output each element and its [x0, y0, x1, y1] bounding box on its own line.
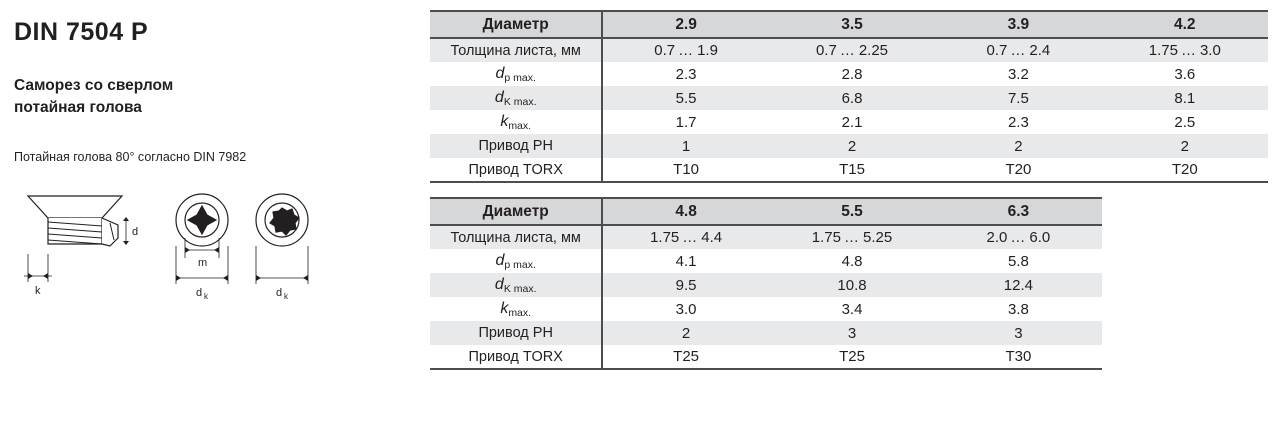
- row-label: Привод PH: [430, 134, 602, 158]
- cell: 5.8: [935, 249, 1101, 273]
- cell: 5.5: [602, 86, 768, 110]
- dim-label-k: k: [35, 284, 41, 297]
- row-label: Толщина листа, мм: [430, 225, 602, 249]
- row-label: $k_{max.}$: [430, 297, 602, 321]
- cell: 1.75 … 3.0: [1102, 38, 1268, 62]
- row-label: Привод PH: [430, 321, 602, 345]
- cell: 3.0: [602, 297, 768, 321]
- row-label: $d_{K max.}$: [430, 86, 602, 110]
- cell: 2: [769, 134, 935, 158]
- cell: 10.8: [769, 273, 935, 297]
- cell: 2.3: [935, 110, 1101, 134]
- row-label: Привод TORX: [430, 345, 602, 369]
- cell: [1102, 297, 1268, 321]
- cell: T15: [769, 158, 935, 182]
- row-label: Толщина листа, мм: [430, 38, 602, 62]
- cell: [1102, 273, 1268, 297]
- cell: [1102, 225, 1268, 249]
- cell: [1102, 345, 1268, 369]
- screw-drawing-svg: [14, 178, 414, 308]
- table-row: [430, 345, 1268, 369]
- table-row: [430, 134, 1268, 158]
- dim-label-dk-1-sub: k: [204, 291, 208, 301]
- dim-label-m: m: [198, 256, 208, 269]
- cell: 4.1: [602, 249, 768, 273]
- header-diameter-4: [1102, 198, 1268, 225]
- cell: 6.8: [769, 86, 935, 110]
- screw-drawing: [14, 178, 414, 308]
- cell: 2.0 … 6.0: [935, 225, 1101, 249]
- table-row: [430, 321, 1268, 345]
- cell: T20: [1102, 158, 1268, 182]
- header-diameter-2: 5.5: [769, 198, 935, 225]
- cell: 2: [935, 134, 1101, 158]
- cell: 3: [769, 321, 935, 345]
- header-diameter-4: 4.2: [1102, 11, 1268, 38]
- dim-label-dk-1: d: [196, 286, 203, 299]
- cell: 0.7 … 2.4: [935, 38, 1101, 62]
- cell: 3.4: [769, 297, 935, 321]
- cell: 3.8: [935, 297, 1101, 321]
- standard-note: Потайная голова 80° согласно DIN 7982: [14, 149, 247, 164]
- row-label: Привод TORX: [430, 158, 602, 182]
- header-diameter-3: 6.3: [935, 198, 1101, 225]
- table-row: [430, 297, 1268, 321]
- cell: 3.6: [1102, 62, 1268, 86]
- cell: 1: [602, 134, 768, 158]
- header-diameter-1: 2.9: [602, 11, 768, 38]
- row-label: $d_{p max.}$: [430, 249, 602, 273]
- header-label: Диаметр: [430, 11, 602, 38]
- dim-label-d: d: [132, 225, 139, 238]
- row-label: $d_{p max.}$: [430, 62, 602, 86]
- dim-label-dk-2: d: [276, 286, 283, 299]
- cell: 3.2: [935, 62, 1101, 86]
- left-panel: [0, 0, 430, 437]
- cell: 12.4: [935, 273, 1101, 297]
- table-row: [430, 225, 1268, 249]
- cell: T25: [769, 345, 935, 369]
- cell: 2: [1102, 134, 1268, 158]
- header-diameter-1: 4.8: [602, 198, 768, 225]
- cell: T30: [935, 345, 1101, 369]
- cell: 1.75 … 4.4: [602, 225, 768, 249]
- row-label: $k_{max.}$: [430, 110, 602, 134]
- cell: 2.8: [769, 62, 935, 86]
- cell: 0.7 … 2.25: [769, 38, 935, 62]
- dim-label-dk-2-sub: k: [284, 291, 288, 301]
- cell: T25: [602, 345, 768, 369]
- table-row: [430, 110, 1268, 134]
- header-label: Диаметр: [430, 198, 602, 225]
- subtitle-line-1: Саморез со сверлом: [14, 77, 174, 94]
- cell: 3: [935, 321, 1101, 345]
- spec-table-1: [430, 10, 1268, 183]
- page-title: DIN 7504 P: [14, 18, 149, 46]
- table-row: [430, 38, 1268, 62]
- subtitle-line-2: потайная голова: [14, 99, 142, 117]
- cell: [1102, 321, 1268, 345]
- table-header-row: [430, 11, 1268, 38]
- spec-table-2: [430, 197, 1268, 370]
- product-subtitle: [14, 75, 416, 120]
- row-label: $d_{K max.}$: [430, 273, 602, 297]
- cell: 1.75 … 5.25: [769, 225, 935, 249]
- cell: 2.5: [1102, 110, 1268, 134]
- header-diameter-2: 3.5: [769, 11, 935, 38]
- cell: 1.7: [602, 110, 768, 134]
- table-row: [430, 86, 1268, 110]
- table-row: [430, 62, 1268, 86]
- table-row: [430, 158, 1268, 182]
- cell: [1102, 249, 1268, 273]
- cell: 8.1: [1102, 86, 1268, 110]
- table-row: [430, 273, 1268, 297]
- table-row: [430, 249, 1268, 273]
- cell: 2.3: [602, 62, 768, 86]
- cell: 4.8: [769, 249, 935, 273]
- cell: T10: [602, 158, 768, 182]
- header-diameter-3: 3.9: [935, 11, 1101, 38]
- cell: T20: [935, 158, 1101, 182]
- cell: 9.5: [602, 273, 768, 297]
- cell: 0.7 … 1.9: [602, 38, 768, 62]
- cell: 2.1: [769, 110, 935, 134]
- cell: 7.5: [935, 86, 1101, 110]
- cell: 2: [602, 321, 768, 345]
- table-header-row: [430, 198, 1268, 225]
- spec-tables: [430, 10, 1270, 370]
